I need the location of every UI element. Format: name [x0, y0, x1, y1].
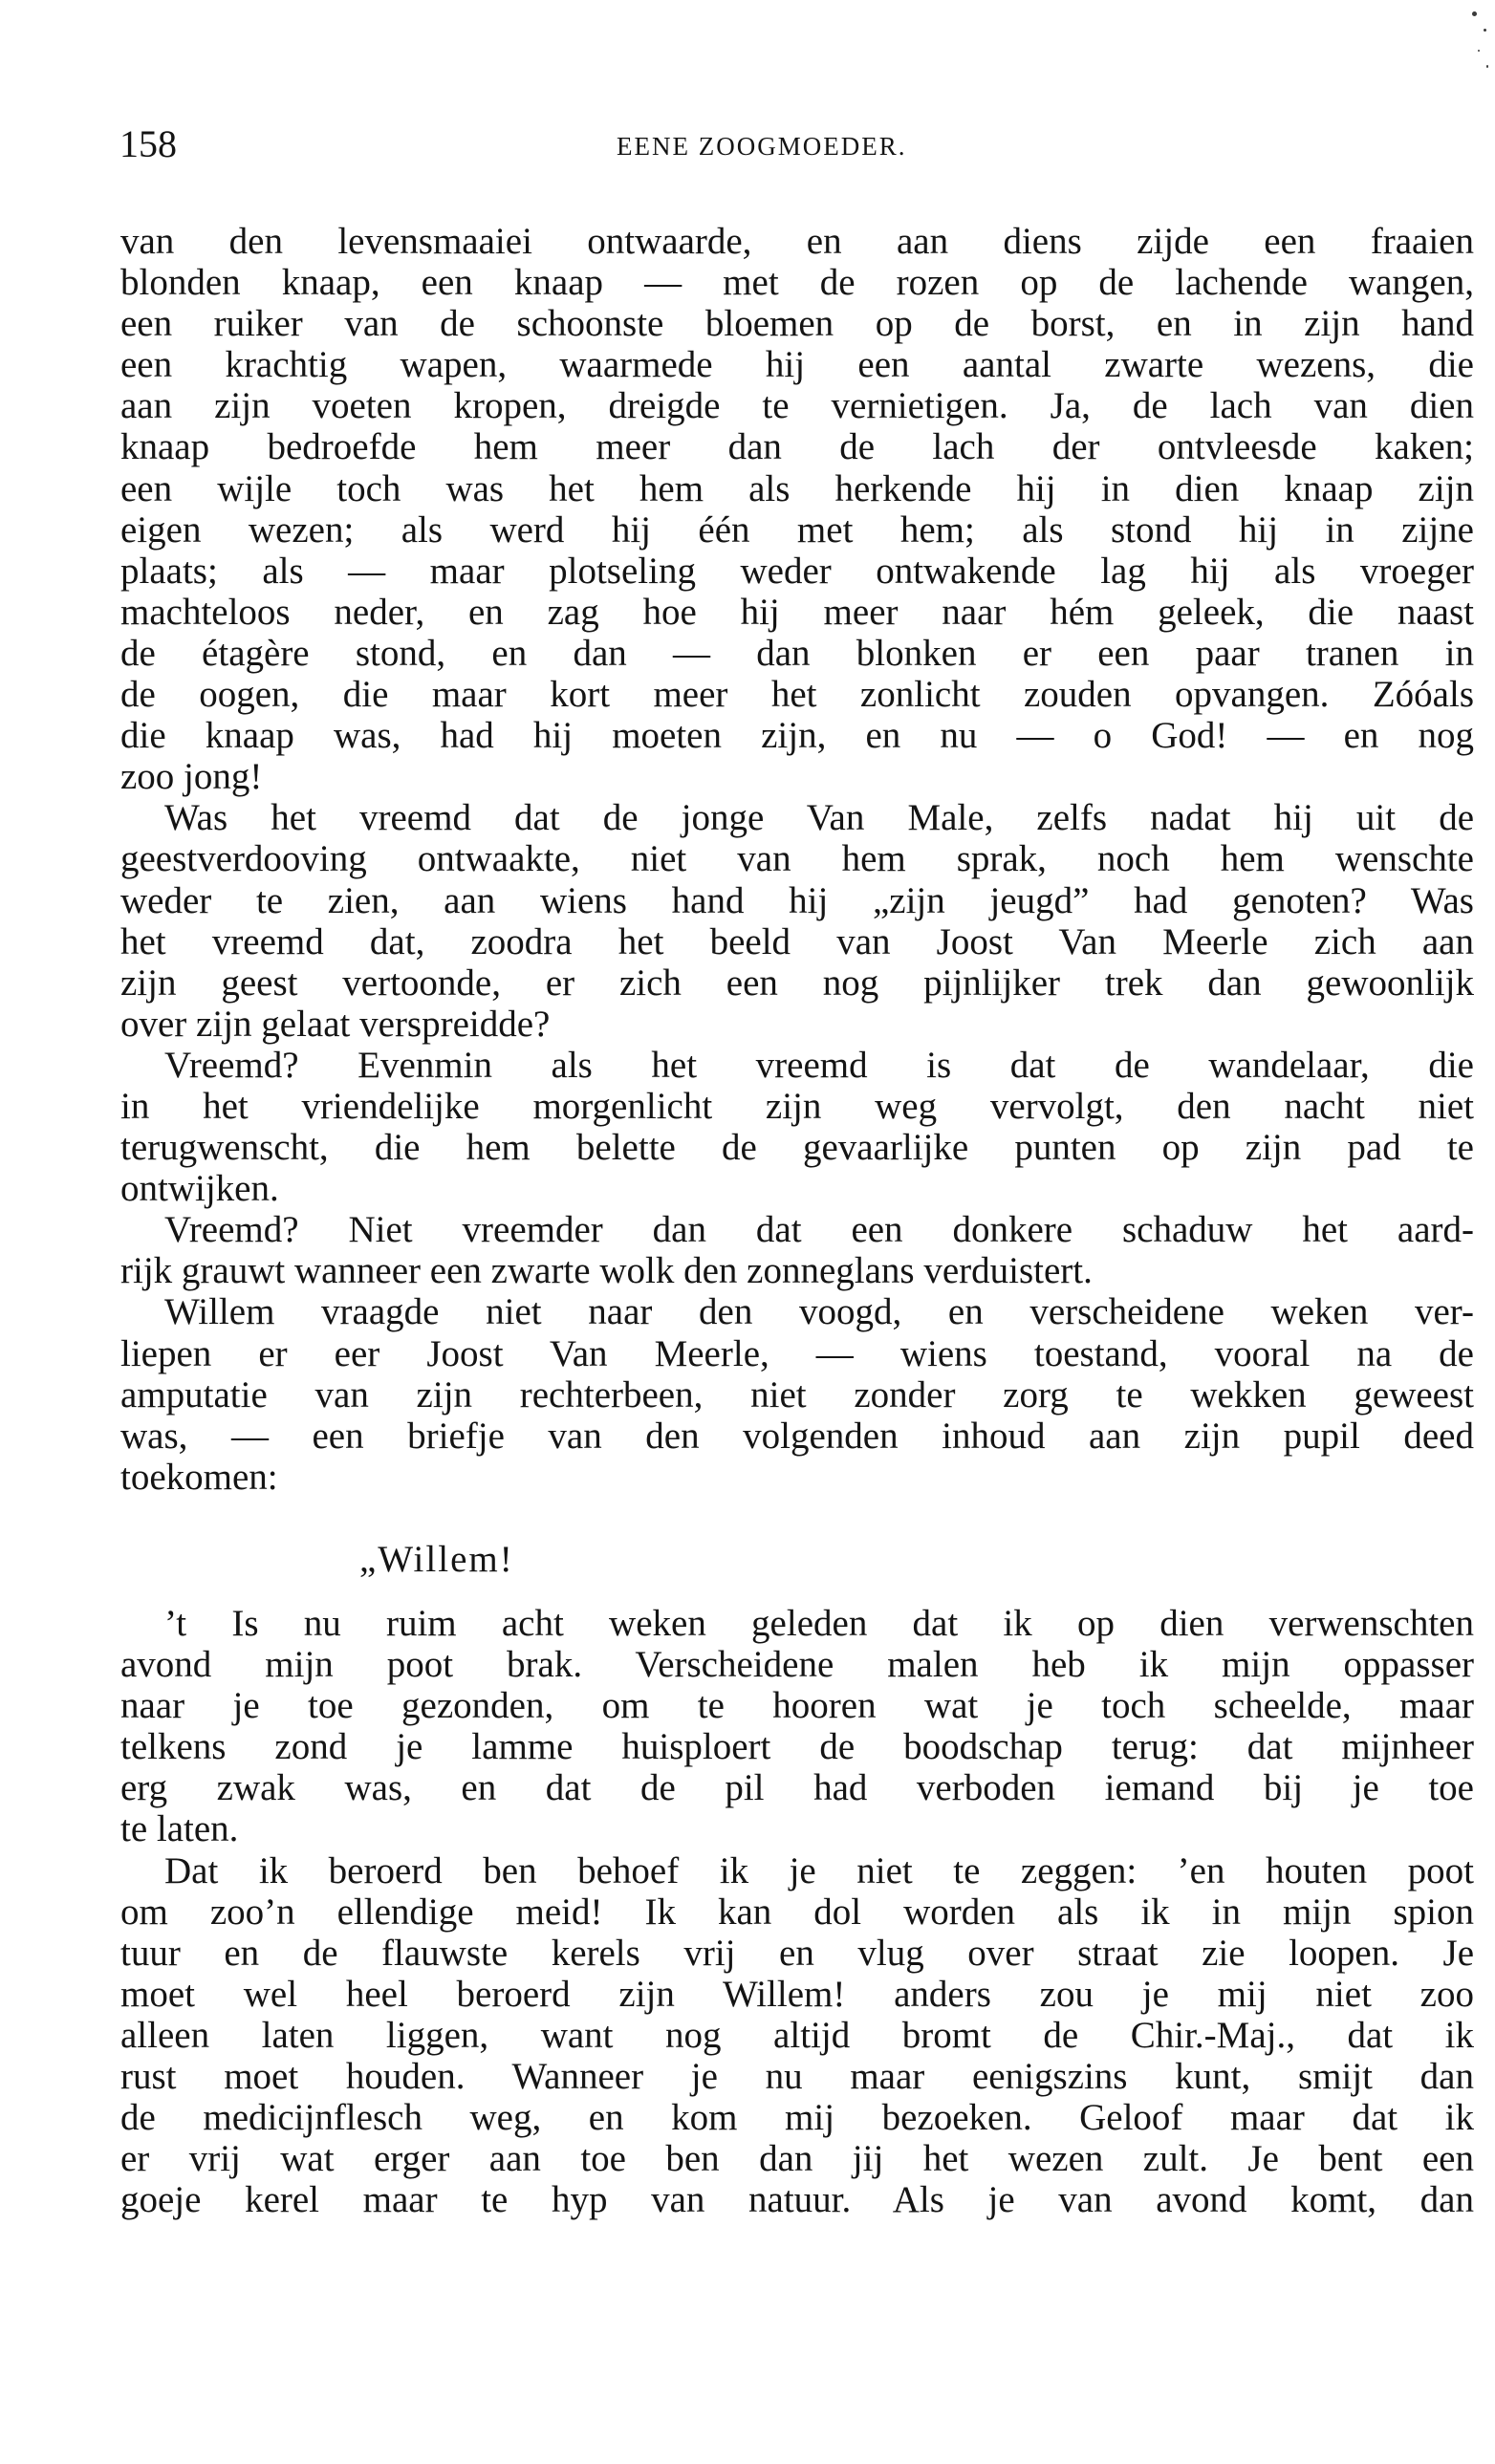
- text-line: was, — een briefje van den volgenden inhoud aan zijn pupil deed: [120, 1415, 1474, 1457]
- scan-speck: [1478, 50, 1480, 52]
- text-line: te laten.: [120, 1808, 239, 1850]
- text-line: Was het vreemd dat de jonge Van Male, zelfs nadat hij uit de: [164, 797, 1474, 839]
- text-line: de oogen, die maar kort meer het zonlicht zouden opvangen. Zóóals: [120, 674, 1474, 716]
- paragraph: [120, 797, 1474, 1045]
- text-line: goeje kerel maar te hyp van natuur. Als je van avond komt, dan: [120, 2179, 1474, 2221]
- text-line: Vreemd? Evenmin als het vreemd is dat de wandelaar, die: [164, 1044, 1474, 1086]
- text-line: moet wel heel beroerd zijn Willem! anders zou je mij niet zoo: [120, 1973, 1474, 2015]
- text-line: weder te zien, aan wiens hand hij „zijn jeugd” had genoten? Was: [120, 879, 1474, 921]
- text-line: avond mijn poot brak. Verscheidene malen heb ik mijn oppasser: [120, 1644, 1474, 1686]
- text-line: telkens zond je lamme huisploert de boodschap terug: dat mijnheer: [120, 1726, 1474, 1768]
- text-line: ontwijken.: [120, 1168, 279, 1210]
- running-head: EENE ZOOGMOEDER.: [617, 132, 907, 161]
- body-text: [120, 221, 1474, 2220]
- paragraph: [120, 221, 1474, 797]
- text-line: terugwenscht, die hem belette de gevaarlijke punten op zijn pad te: [120, 1127, 1474, 1169]
- text-line: naar je toe gezonden, om te hooren wat je toch scheelde, maar: [120, 1685, 1474, 1727]
- text-line: het vreemd dat, zoodra het beeld van Joost Van Meerle zich aan: [120, 920, 1474, 962]
- text-line: machteloos neder, en zag hoe hij meer naar hém geleek, die naast: [120, 591, 1474, 633]
- page-number: 158: [119, 122, 177, 165]
- text-line: toekomen:: [120, 1456, 278, 1498]
- letter-paragraph: [120, 1603, 1474, 1850]
- text-line: om zoo’n ellendige meid! Ik kan dol worden als ik in mijn spion: [120, 1891, 1474, 1933]
- text-line: amputatie van zijn rechterbeen, niet zonder zorg te wekken geweest: [120, 1373, 1474, 1416]
- text-line: ’t Is nu ruim acht weken geleden dat ik op dien verwenschten: [164, 1603, 1474, 1644]
- text-line: Willem vraagde niet naar den voogd, en verscheidene weken ver-: [164, 1291, 1474, 1333]
- text-line: de medicijnflesch weg, en kom mij bezoeken. Geloof maar dat ik: [120, 2097, 1474, 2139]
- page-header: [119, 120, 1477, 168]
- scan-speck: [1472, 11, 1477, 16]
- text-line: rijk grauwt wanneer een zwarte wolk den zonneglans verduistert.: [120, 1250, 1093, 1292]
- letter-paragraph: [120, 1850, 1474, 2221]
- text-line: een krachtig wapen, waarmede hij een aantal zwarte wezens, die: [120, 344, 1474, 386]
- paragraph: [120, 1045, 1474, 1209]
- text-line: die knaap was, had hij moeten zijn, en nu — o God! — en nog: [120, 715, 1474, 757]
- paragraph: [120, 1291, 1474, 1497]
- text-line: zoo jong!: [120, 756, 263, 798]
- text-line: geestverdooving ontwaakte, niet van hem sprak, noch hem wenschte: [120, 838, 1474, 880]
- text-line: eigen wezen; als werd hij één met hem; als stond hij in zijne: [120, 508, 1474, 551]
- text-line: zijn geest vertoonde, er zich een nog pijnlijker trek dan gewoonlijk: [120, 962, 1474, 1004]
- text-line: aan zijn voeten kropen, dreigde te vernietigen. Ja, de lach van dien: [120, 385, 1474, 427]
- text-line: erg zwak was, en dat de pil had verboden iemand bij je toe: [120, 1767, 1474, 1809]
- text-line: de étagère stond, en dan — dan blonken er een paar tranen in: [120, 632, 1474, 674]
- text-line: blonden knaap, een knaap — met de rozen op de lachende wangen,: [120, 262, 1474, 304]
- text-line: rust moet houden. Wanneer je nu maar eenigszins kunt, smijt dan: [120, 2056, 1474, 2098]
- text-line: tuur en de flauwste kerels vrij en vlug over straat zie loopen. Je: [120, 1932, 1474, 1974]
- text-line: er vrij wat erger aan toe ben dan jij het wezen zult. Je bent een: [120, 2138, 1474, 2180]
- letter-salutation: „Willem!: [359, 1538, 514, 1580]
- scan-speck: [1486, 65, 1488, 68]
- text-line: een ruiker van de schoonste bloemen op de borst, en in zijn hand: [120, 303, 1474, 345]
- text-line: over zijn gelaat verspreidde?: [120, 1003, 551, 1045]
- scan-speck: [1484, 29, 1486, 32]
- text-line: liepen er eer Joost Van Meerle, — wiens toestand, vooral na de: [120, 1332, 1474, 1374]
- text-line: plaats; als — maar plotseling weder ontwakende lag hij als vroeger: [120, 550, 1474, 592]
- text-line: Vreemd? Niet vreemder dan dat een donkere schaduw het aard-: [164, 1209, 1474, 1251]
- spacer: [120, 1580, 1474, 1603]
- text-line: alleen laten liggen, want nog altijd bromt de Chir.-Maj., dat ik: [120, 2014, 1474, 2056]
- text-line: een wijle toch was het hem als herkende hij in dien knaap zijn: [120, 467, 1474, 509]
- text-line: knaap bedroefde hem meer dan de lach der ontvleesde kaken;: [120, 426, 1474, 468]
- text-line: in het vriendelijke morgenlicht zijn weg vervolgt, den nacht niet: [120, 1085, 1474, 1127]
- paragraph: [120, 1209, 1474, 1291]
- text-line: Dat ik beroerd ben behoef ik je niet te zeggen: ’en houten poot: [164, 1849, 1474, 1891]
- spacer: [120, 1498, 1474, 1539]
- text-line: van den levensmaaiei ontwaarde, en aan diens zijde een fraaien: [120, 221, 1474, 262]
